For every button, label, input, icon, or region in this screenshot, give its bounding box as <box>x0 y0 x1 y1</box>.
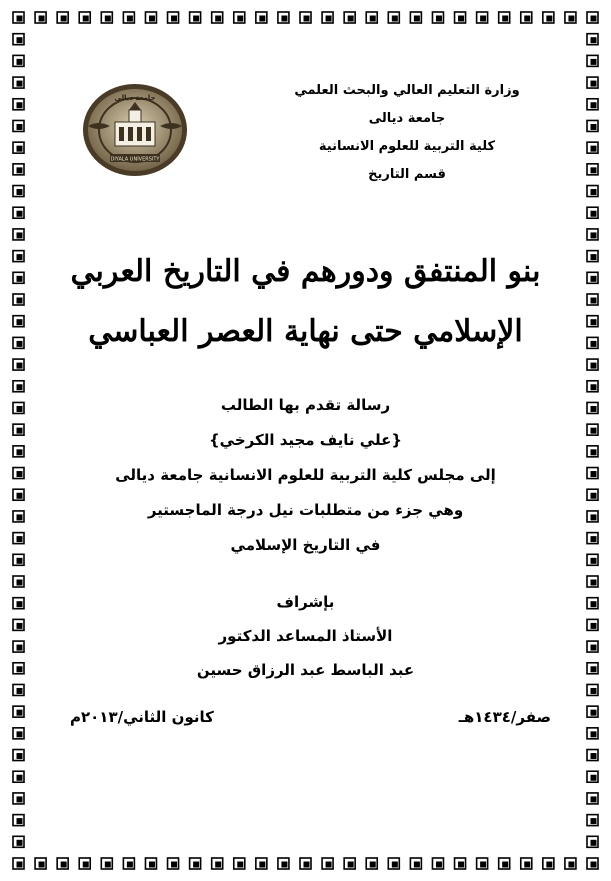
institution-header <box>277 80 537 192</box>
supervision-block <box>40 585 571 687</box>
gregorian-date: كانون الثاني/٢٠١٣م <box>70 708 214 726</box>
supervisor-name: عبد الباسط عبد الرزاق حسين <box>196 661 415 679</box>
council-line: إلى مجلس كلية التربية للعلوم الانسانية جامعة ديالى <box>115 466 496 484</box>
supervision-label: بإشراف <box>276 593 335 611</box>
thesis-title-line-1: بنو المنتفق ودورهم في التاريخ العربي <box>70 254 541 289</box>
submission-line: رسالة تقدم بها الطالب <box>220 396 391 414</box>
supervisor-rank: الأستاذ المساعد الدكتور <box>218 627 393 645</box>
ministry-name: وزارة التعليم العالي والبحث العلمي <box>294 83 520 98</box>
university-seal-icon <box>80 80 190 180</box>
hijri-date: صفر/١٤٣٤هـ <box>458 708 551 726</box>
degree-line: وهي جزء من متطلبات نيل درجة الماجستير <box>147 501 464 519</box>
logo-english-text: DIYALA UNIVERSITY <box>110 156 160 163</box>
university-name: جامعة ديالى <box>368 111 446 126</box>
university-logo <box>80 80 190 180</box>
thesis-title-line-2: الإسلامي حتى نهاية العصر العباسي <box>88 314 523 349</box>
logo-arabic-text: جامعة ديالى <box>114 94 156 102</box>
thesis-statement <box>40 388 571 563</box>
student-name: {علي نايف مجيد الكرخي} <box>208 431 403 449</box>
field-line: في التاريخ الإسلامي <box>230 536 381 554</box>
department-name: قسم التاريخ <box>368 167 446 182</box>
college-name: كلية التربية للعلوم الانسانية <box>318 139 496 154</box>
